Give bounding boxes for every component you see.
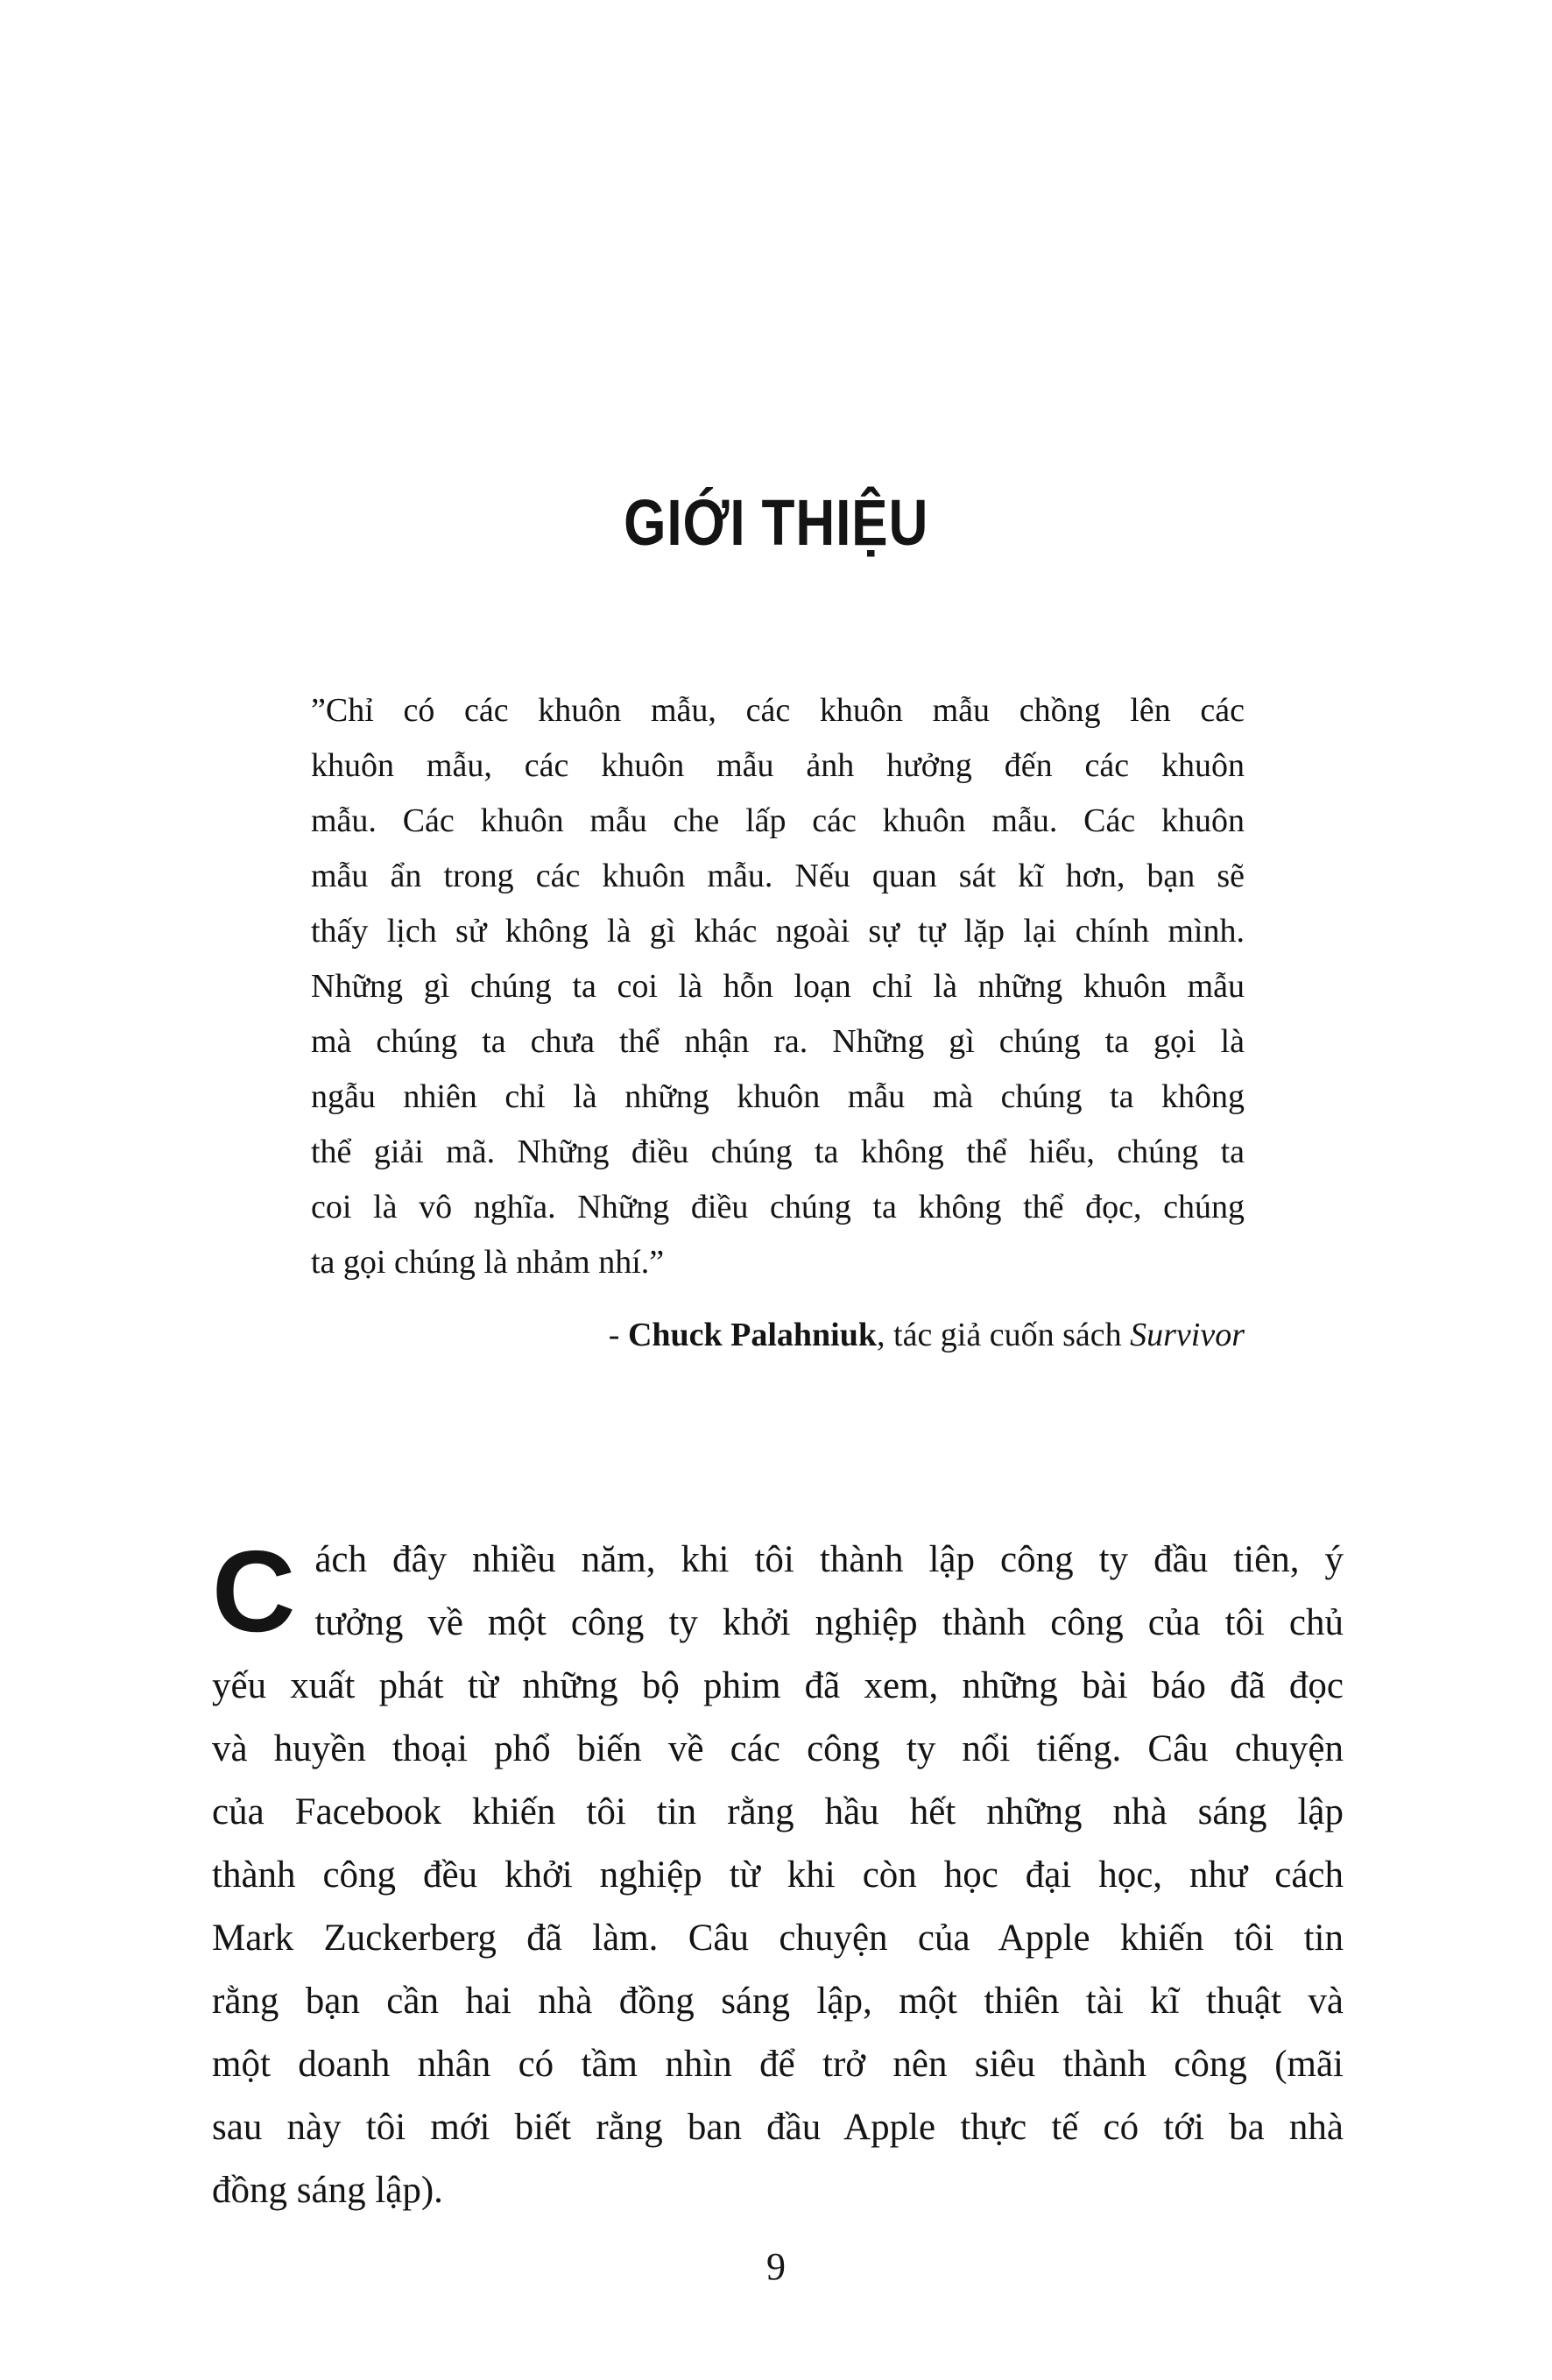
drop-cap: C [212, 1527, 296, 1656]
body-line: yếu xuất phát từ những bộ phim đã xem, những bài báo đã đọc [212, 1665, 1344, 1706]
quote-line: coi là vô nghĩa. Những điều chúng ta không thể đọc, chúng [311, 1189, 1245, 1225]
quote-line: mà chúng ta chưa thể nhận ra. Những gì chúng ta gọi là [311, 1023, 1245, 1060]
chapter-title: GIỚI THIỆU [623, 486, 929, 559]
body-line: một doanh nhân có tầm nhìn để trở nên siêu thành công (mãi [212, 2044, 1344, 2085]
body-line: Mark Zuckerberg đã làm. Câu chuyện của Apple khiến tôi tin [212, 1917, 1344, 1959]
epigraph-quote [311, 683, 1245, 1363]
quote-line: khuôn mẫu, các khuôn mẫu ảnh hưởng đến các khuôn [311, 747, 1245, 784]
page-number: 9 [766, 2245, 786, 2288]
body-line: ách đây nhiều năm, khi tôi thành lập công ty đầu tiên, ý [314, 1539, 1344, 1580]
body-line: và huyền thoại phổ biến về các công ty nổi tiếng. Câu chuyện [212, 1728, 1344, 1769]
quote-line: thấy lịch sử không là gì khác ngoài sự tự lặp lại chính mình. [311, 913, 1245, 950]
body-line: thành công đều khởi nghiệp từ khi còn học đại học, như cách [212, 1854, 1344, 1896]
quote-line: ngẫu nhiên chỉ là những khuôn mẫu mà chúng ta không [311, 1078, 1245, 1115]
body-paragraph [212, 1529, 1344, 2222]
body-line: của Facebook khiến tôi tin rằng hầu hết những nhà sáng lập [212, 1791, 1344, 1833]
body-line: đồng sáng lập). [212, 2170, 443, 2211]
chapter-title-container [0, 487, 1552, 558]
attribution-role: , tác giả cuốn sách [877, 1317, 1131, 1353]
body-line: tưởng về một công ty khởi nghiệp thành công của tôi chủ [314, 1602, 1344, 1643]
attribution-author: Chuck Palahniuk [627, 1317, 878, 1353]
quote-line: ta gọi chúng là nhảm nhí.” [311, 1244, 665, 1281]
attribution-dash: - [608, 1317, 628, 1353]
quote-line: mẫu ẩn trong các khuôn mẫu. Nếu quan sát kĩ hơn, bạn sẽ [311, 858, 1245, 894]
attribution-book-title: Survivor [1130, 1317, 1245, 1353]
quote-line: ”Chỉ có các khuôn mẫu, các khuôn mẫu chồng lên các [311, 692, 1245, 729]
quote-line: thể giải mã. Những điều chúng ta không thể hiểu, chúng ta [311, 1134, 1245, 1170]
body-line: rằng bạn cần hai nhà đồng sáng lập, một thiên tài kĩ thuật và [212, 1981, 1344, 2022]
quote-attribution [311, 1308, 1245, 1363]
quote-line: mẫu. Các khuôn mẫu che lấp các khuôn mẫu. Các khuôn [311, 802, 1245, 839]
body-line: sau này tôi mới biết rằng ban đầu Apple thực tế có tới ba nhà [212, 2107, 1344, 2148]
quote-line: Những gì chúng ta coi là hỗn loạn chỉ là những khuôn mẫu [311, 968, 1245, 1005]
